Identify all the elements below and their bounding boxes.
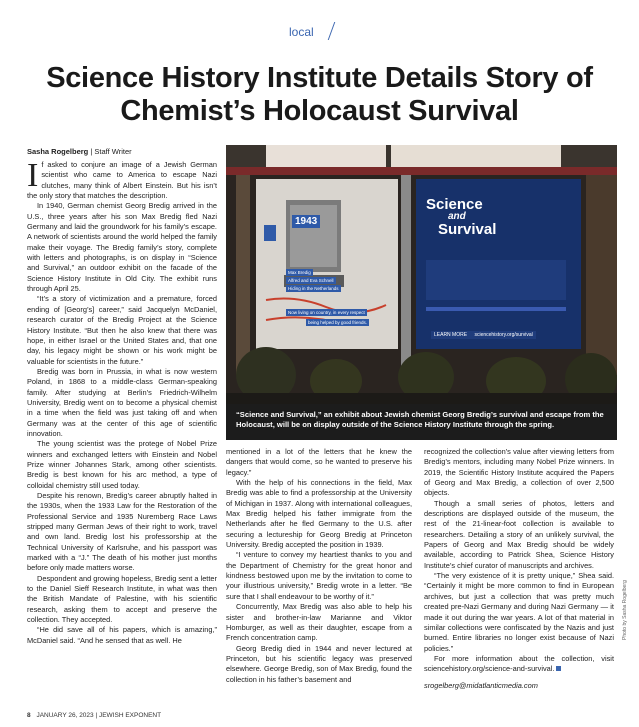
paragraph: mentioned in a lot of the letters that he knew the dangers that would come, so he wanted to preserve his legacy.”: [226, 447, 412, 477]
paragraph: With the help of his connections in the field, Max Bredig was able to find a professorship at the University of Michigan in 1937. Along with international colleagues, Max Bredig helped his father immigrate from the Netherlands after he fled Germany to the U.S. after securing a lectureship for Georg Bredig at Princeton University. Bredig accepted the position in 1939.: [226, 478, 412, 550]
paragraph: “It’s a story of victimization and a premature, forced ending of [Georg’s] career,” said Jacquelyn McDaniel, research curator of the Bredig Project at the Science History Institute. “But then he also knew that there was hope, in either Israel or the United States and, that one day, his legacy might be shown or his work might be valuable for scientists in the future.”: [27, 294, 217, 366]
publication-name: JEWISH EXPONENT: [98, 712, 162, 719]
poster-title-science: Science: [426, 196, 483, 213]
byline-role: Staff Writer: [94, 147, 132, 156]
paragraph: Bredig was born in Prussia, in what is now western Poland, in 1868 to a middle-class German-speaking family. After studying at Berlin’s Friedrich-Wilhelm University, Bredig went on to become a physical chemist in a time when the field was just taking off and when Germany was at the center of this age of scientific innovation.: [27, 366, 217, 438]
photo-credit: Photo by Sasha Rogelberg: [622, 580, 628, 640]
poster-left-label1: Max Bredig: [288, 270, 311, 275]
poster-left-label3: Hiding in the Netherlands: [288, 286, 339, 291]
poster-left-quote2: being helped by good friends.: [308, 320, 368, 325]
poster-title-survival: Survival: [438, 221, 497, 238]
page-number: 8: [27, 712, 31, 719]
paragraph: The young scientist was the protege of Nobel Prize winners and exchanged letters with Einstein and Nobel Prize winner Johannes Stark, among other scientists. Bredig is best known for his arc method, a type of colloidal chemistry still used today.: [27, 439, 217, 490]
paragraph: In 1940, German chemist Georg Bredig arrived in the U.S., three years after his son Max Bredig fled Nazi Germany and laid the groundwork for his family’s escape. A network of scientists around the world helped the family make their voyage. The Bredig family’s story, complete with letters and photographs, is on display in “Science and Survival,” an outdoor exhibit on the facade of the Science History Institute in Old City. The exhibit runs through April 25.: [27, 201, 217, 294]
exhibit-photo: [226, 145, 617, 411]
poster-left-label2: Alfred and Eva Schnell: [288, 278, 334, 283]
paragraph: “He did save all of his papers, which is amazing,” McDaniel said. “And he sensed that as well. He: [27, 625, 217, 645]
column-1: [27, 157, 217, 705]
byline-name: Sasha Rogelberg: [27, 147, 89, 156]
section-tag: [0, 22, 639, 42]
poster-right-url: [431, 331, 536, 339]
headline: Science History Institute Details Story of Chemist’s Holocaust Survival: [46, 62, 593, 127]
footer-separator: |: [95, 712, 99, 719]
author-email: srogelberg@midatlanticmedia.com: [424, 680, 538, 690]
paragraph: “The very existence of it is pretty unique,” Shea said. “Certainly it might be more common to find in European archives, but just a collection that was pretty much created pre-Nazi Germany and during Nazi Germany — it made it out during the war years. A lot of that material in similar collections were confiscated by the Nazis and just burned. Entire libraries no longer exist because of Nazi policies.”: [424, 571, 614, 653]
paragraph: Despondent and growing hopeless, Bredig sent a letter to the Daniel Sieff Research Institute, in what was then the British Mandate of Palestine, with his scientific research, asking them to accept and preserve the collection. They accepted.: [27, 573, 217, 625]
poster-right-title: [426, 197, 496, 237]
photo-caption: “Science and Survival,” an exhibit about Jewish chemist Georg Bredig’s survival and escape from the Holocaust, will be on display outside of the Science History Institute through the spring.: [226, 404, 617, 440]
poster-left-year: 1943: [292, 215, 320, 228]
poster-url-prefix: LEARN MORE: [434, 332, 468, 338]
exhibit-photo-illustration: [226, 145, 617, 411]
paragraph: Though a small series of photos, letters and descriptions are displayed outside of the museum, the rest of the 21-linear-foot collection is available to researchers. Detailing a story of an unlikely survival, the Papers of Georg and Max Bredig should be widely available, according to Patrick Shea, Science History Institute’s chief curator of manuscripts and archives.: [424, 498, 614, 570]
paragraph: Concurrently, Max Bredig was also able to help his sister and brother-in-law Marianne and Viktor Homburger, as well as their daughter, escape from a French concentration camp.: [226, 602, 412, 643]
poster-left-quote1: Now living on country, in every respect: [288, 310, 365, 315]
page-footer: [27, 712, 161, 719]
section-slash: [328, 22, 336, 40]
issue-date: JANUARY 26, 2023: [36, 712, 94, 719]
byline: [27, 147, 132, 156]
column-3: [424, 447, 614, 705]
byline-separator: |: [90, 147, 95, 156]
poster-url: sciencehistory.org/survival: [474, 332, 533, 338]
column-2: [226, 447, 412, 705]
paragraph: For more information about the collection, visit sciencehistory.org/science-and-survival.: [424, 653, 614, 674]
paragraph: If asked to conjure an image of a Jewish German scientist who came to America to escape Nazi clutches, many think of Albert Einstein. But his isn’t the only story that matches the description.: [27, 157, 217, 201]
poster-title-and: and: [448, 211, 466, 222]
paragraph: Georg Bredig died in 1944 and never lectured at Princeton, but his scientific legacy was preserved elsewhere. George Bredig, son of Max Bredig, found the collection in his father’s basement and: [226, 643, 412, 684]
paragraph: Despite his renown, Bredig’s career abruptly halted in the 1930s, when the 1933 Law for the Restoration of the Professional Service and 1935 Nuremberg Race Laws stripped many German Jews of their right to work, travel and own land. Bredig lost his professorship at the Technical University of Karlsruhe, and his passport was marked with a “J.” The death of his mother just months before only made matters worse.: [27, 491, 217, 573]
section-label: local: [289, 25, 314, 39]
paragraph: “I venture to convey my heartiest thanks to you and the Department of Chemistry for the great honor and kindness bestowed upon me by the invitation to come to your illustrious university,” Bredig wrote in a letter. “Be sure that I shall endeavour to be worthy of it.”: [226, 550, 412, 601]
paragraph: recognized the collection’s value after viewing letters from Bredig’s mentors, including many Nobel Prize winners. In 2019, the Scientific History Institute acquired the Papers of Georg and Max Bredig, a collection of over 2,500 objects.: [424, 447, 614, 498]
end-mark: [556, 666, 561, 671]
dropcap: I: [27, 157, 39, 194]
